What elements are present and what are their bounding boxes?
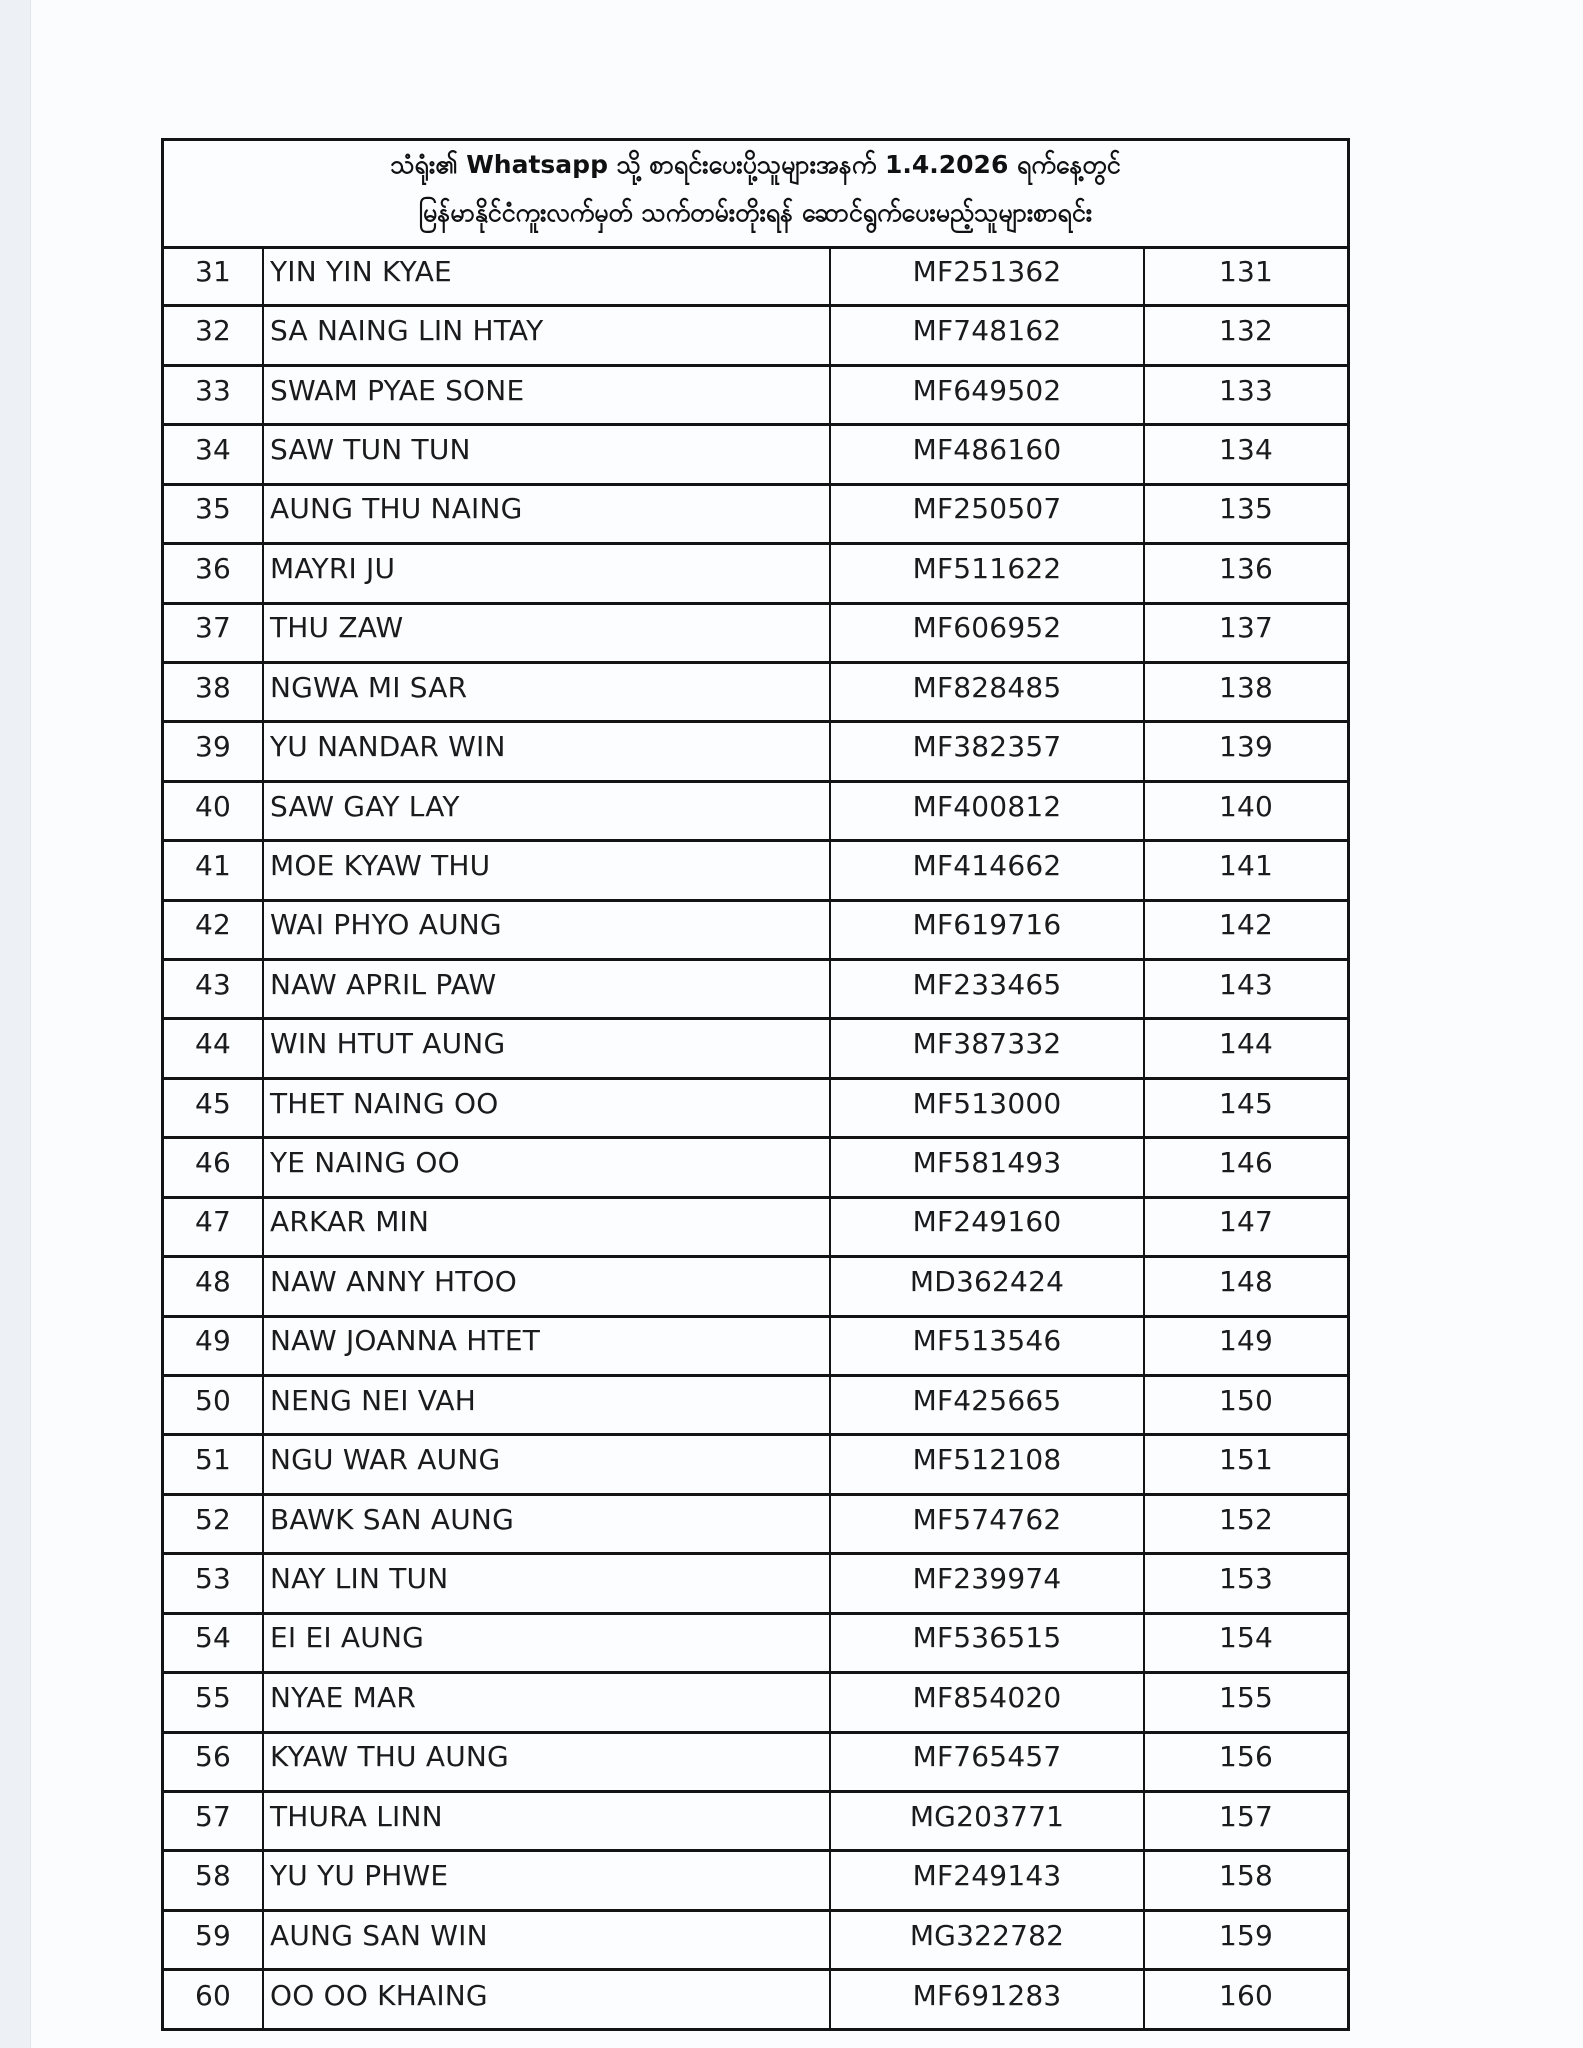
serial-number: 152 (1218, 1502, 1274, 1536)
passport-number: MF828485 (831, 664, 1145, 720)
passport-number: MF606952 (831, 605, 1145, 661)
passport-number: MG203771 (831, 1793, 1145, 1849)
serial-number: 141 (1218, 848, 1274, 882)
table-row (164, 1496, 1347, 1555)
row-number: 34 (164, 426, 264, 482)
passport-number: MF486160 (831, 426, 1145, 482)
applicant-name: NAW APRIL PAW (264, 961, 831, 1017)
passport-number: MF619716 (831, 902, 1145, 958)
serial-number: 140 (1218, 789, 1274, 823)
serial-number: 144 (1218, 1027, 1274, 1061)
applicant-name: NYAE MAR (264, 1674, 831, 1730)
row-number: 55 (164, 1674, 264, 1730)
applicant-list-table (161, 138, 1350, 2031)
passport-number: MF249160 (831, 1199, 1145, 1255)
passport-number: MF239974 (831, 1555, 1145, 1611)
table-row (164, 1971, 1347, 2030)
row-number: 52 (164, 1496, 264, 1552)
row-number: 48 (164, 1258, 264, 1314)
applicant-name: YE NAING OO (264, 1139, 831, 1195)
serial-number: 133 (1218, 373, 1274, 407)
applicant-name: KYAW THU AUNG (264, 1734, 831, 1790)
passport-number: MF382357 (831, 723, 1145, 779)
row-number: 49 (164, 1318, 264, 1374)
table-row (164, 1139, 1347, 1198)
row-number: 32 (164, 307, 264, 363)
table-row (164, 1199, 1347, 1258)
serial-number: 156 (1218, 1740, 1274, 1774)
passport-number: MD362424 (831, 1258, 1145, 1314)
applicant-name: MOE KYAW THU (264, 842, 831, 898)
serial-number: 160 (1218, 1979, 1274, 2013)
row-number: 44 (164, 1020, 264, 1076)
serial-number: 143 (1218, 967, 1274, 1001)
applicant-name: NAW JOANNA HTET (264, 1318, 831, 1374)
table-row (164, 902, 1347, 961)
row-number: 35 (164, 486, 264, 542)
applicant-name: YIN YIN KYAE (264, 248, 831, 304)
applicant-name: NAY LIN TUN (264, 1555, 831, 1611)
row-number: 60 (164, 1971, 264, 2030)
passport-number: MF513000 (831, 1080, 1145, 1136)
applicant-name: YU NANDAR WIN (264, 723, 831, 779)
table-row (164, 1080, 1347, 1139)
table-row (164, 486, 1347, 545)
applicant-name: THURA LINN (264, 1793, 831, 1849)
table-row (164, 1793, 1347, 1852)
passport-number: MF400812 (831, 783, 1145, 839)
applicant-name: EI EI AUNG (264, 1615, 831, 1671)
table-row (164, 426, 1347, 485)
applicant-name: NGWA MI SAR (264, 664, 831, 720)
serial-number: 153 (1218, 1561, 1274, 1595)
applicant-name: OO OO KHAING (264, 1971, 831, 2030)
table-row (164, 367, 1347, 426)
applicant-name: ARKAR MIN (264, 1199, 831, 1255)
table-row (164, 1258, 1347, 1317)
serial-number: 158 (1218, 1859, 1274, 1893)
table-row (164, 1377, 1347, 1436)
row-number: 41 (164, 842, 264, 898)
serial-number: 150 (1218, 1383, 1274, 1417)
passport-number: MF748162 (831, 307, 1145, 363)
passport-number: MF513546 (831, 1318, 1145, 1374)
passport-number: MF414662 (831, 842, 1145, 898)
passport-number: MG322782 (831, 1912, 1145, 1968)
table-row (164, 1615, 1347, 1674)
passport-number: MF691283 (831, 1971, 1145, 2030)
applicant-name: YU YU PHWE (264, 1852, 831, 1908)
serial-number: 154 (1218, 1621, 1274, 1655)
passport-number: MF249143 (831, 1852, 1145, 1908)
table-row (164, 307, 1347, 366)
applicant-name: SAW TUN TUN (264, 426, 831, 482)
serial-number: 138 (1218, 670, 1274, 704)
serial-number: 131 (1218, 254, 1274, 288)
applicant-name: THET NAING OO (264, 1080, 831, 1136)
applicant-name: AUNG THU NAING (264, 486, 831, 542)
row-number: 38 (164, 664, 264, 720)
serial-number: 159 (1218, 1918, 1274, 1952)
table-row (164, 723, 1347, 782)
row-number: 37 (164, 605, 264, 661)
passport-number: MF425665 (831, 1377, 1145, 1433)
row-number: 42 (164, 902, 264, 958)
row-number: 39 (164, 723, 264, 779)
serial-number: 132 (1218, 314, 1274, 348)
row-number: 43 (164, 961, 264, 1017)
serial-number: 135 (1218, 492, 1274, 526)
serial-number: 146 (1218, 1146, 1274, 1180)
table-row (164, 1020, 1347, 1079)
row-number: 33 (164, 367, 264, 423)
passport-number: MF233465 (831, 961, 1145, 1017)
passport-number: MF581493 (831, 1139, 1145, 1195)
applicant-name: WIN HTUT AUNG (264, 1020, 831, 1076)
passport-number: MF649502 (831, 367, 1145, 423)
header-title-line-2: မြန်မာနိုင်ငံကူးလက်မှတ် သက်တမ်းတိုးရန် ဆောင်ရွက်ပေးမည့်သူများစာရင်း (418, 198, 1093, 227)
row-number: 46 (164, 1139, 264, 1195)
row-number: 54 (164, 1615, 264, 1671)
serial-number: 137 (1218, 611, 1274, 645)
applicant-name: NGU WAR AUNG (264, 1436, 831, 1492)
table-row (164, 1734, 1347, 1793)
passport-number: MF387332 (831, 1020, 1145, 1076)
serial-number: 149 (1218, 1324, 1274, 1358)
passport-number: MF854020 (831, 1674, 1145, 1730)
table-row (164, 1912, 1347, 1971)
passport-number: MF250507 (831, 486, 1145, 542)
applicant-name: NENG NEI VAH (264, 1377, 831, 1433)
table-row (164, 545, 1347, 604)
table-row (164, 1852, 1347, 1911)
applicant-name: BAWK SAN AUNG (264, 1496, 831, 1552)
applicant-name: THU ZAW (264, 605, 831, 661)
applicant-name: SAW GAY LAY (264, 783, 831, 839)
row-number: 47 (164, 1199, 264, 1255)
applicant-name: SWAM PYAE SONE (264, 367, 831, 423)
row-number: 53 (164, 1555, 264, 1611)
passport-number: MF765457 (831, 1734, 1145, 1790)
table-header (164, 141, 1347, 249)
serial-number: 157 (1218, 1799, 1274, 1833)
row-number: 50 (164, 1377, 264, 1433)
applicant-name: NAW ANNY HTOO (264, 1258, 831, 1314)
row-number: 56 (164, 1734, 264, 1790)
table-row (164, 961, 1347, 1020)
applicant-name: MAYRI JU (264, 545, 831, 601)
serial-number: 139 (1218, 730, 1274, 764)
row-number: 51 (164, 1436, 264, 1492)
applicant-name: SA NAING LIN HTAY (264, 307, 831, 363)
serial-number: 155 (1218, 1680, 1274, 1714)
table-row (164, 605, 1347, 664)
serial-number: 136 (1218, 551, 1274, 585)
table-row (164, 1555, 1347, 1614)
row-number: 59 (164, 1912, 264, 1968)
passport-number: MF511622 (831, 545, 1145, 601)
applicant-name: AUNG SAN WIN (264, 1912, 831, 1968)
serial-number: 134 (1218, 432, 1274, 466)
table-body (164, 248, 1347, 2028)
row-number: 36 (164, 545, 264, 601)
table-row (164, 1318, 1347, 1377)
row-number: 40 (164, 783, 264, 839)
table-row (164, 664, 1347, 723)
table-row (164, 1674, 1347, 1733)
passport-number: MF574762 (831, 1496, 1145, 1552)
header-title-line-1: သံရုံး၏ Whatsapp သို့ စာရင်းပေးပို့သူများအနက် 1.4.2026 ရက်နေ့တွင် (390, 150, 1121, 179)
serial-number: 147 (1218, 1205, 1274, 1239)
table-row (164, 783, 1347, 842)
serial-number: 145 (1218, 1086, 1274, 1120)
row-number: 57 (164, 1793, 264, 1849)
page-margin-strip (0, 0, 31, 2048)
passport-number: MF251362 (831, 248, 1145, 304)
passport-number: MF536515 (831, 1615, 1145, 1671)
table-row (164, 248, 1347, 307)
passport-number: MF512108 (831, 1436, 1145, 1492)
serial-number: 148 (1218, 1264, 1274, 1298)
row-number: 31 (164, 248, 264, 304)
serial-number: 142 (1218, 908, 1274, 942)
table-row (164, 842, 1347, 901)
row-number: 45 (164, 1080, 264, 1136)
table-row (164, 1436, 1347, 1495)
serial-number: 151 (1218, 1443, 1274, 1477)
row-number: 58 (164, 1852, 264, 1908)
applicant-name: WAI PHYO AUNG (264, 902, 831, 958)
